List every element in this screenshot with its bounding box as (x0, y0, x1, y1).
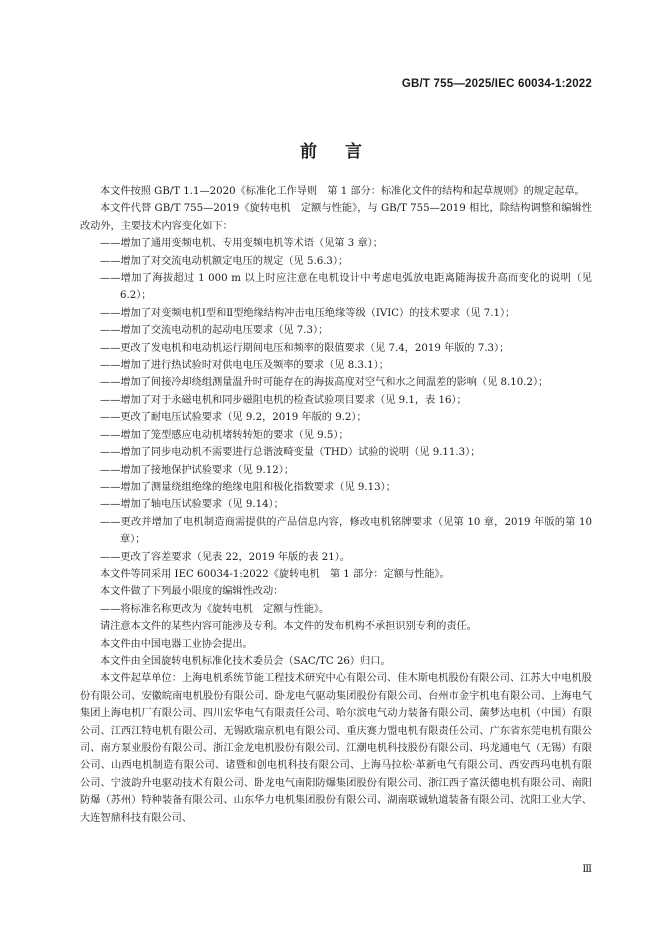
list-item: ——更改了发电机和电动机运行期间电压和频率的限值要求（见 7.4，2019 年版的 7.3）； (100, 342, 510, 354)
list-item: ——增加了交流电动机的起动电压要求（见 7.3）； (100, 325, 329, 337)
list-item: ——更改并增加了电机制造商需提供的产品信息内容，修改电机铭牌要求（见第 10 章，2019 年版的第 10 章）； (100, 516, 592, 546)
paragraph: 本文件代替 GB/T 755—2019《旋转电机 定额与性能》，与 GB/T 755—2019 相比，除结构调整和编辑性改动外，主要技术内容变化如下： (80, 203, 592, 232)
paragraph: 本文件起草单位：上海电机系统节能工程技术研究中心有限公司、佳木斯电机股份有限公司、江苏大中电机股份有限公司、安徽皖南电机股份有限公司、卧龙电气驱动集团股份有限公司、台州市金宇机电有限公司、上海电气集团上海电机厂有限公司、四川宏华电气有限责任公司、哈尔滨电气动力装备有限公司、菌梦达电机（中国）有限公司、江西江特电机有限公司、无锡欧瑞京机电有限公司、重庆赛力盟电机有限责任公司、广东省东莞电机有限公司、南方泵业股份有限公司、浙江金龙电机股份有限公司、江潮电机科技股份有限公司、玛龙通电气（无锡）有限公司、山西电机制造有限公司、诸暨和创电机科技有限公司、上海马拉松·革新电气有限公司、西安西玛电机有限公司、宁波韵升电驱动技术有限公司、卧龙电气南阳防爆集团股份有限公司、浙江西子富沃德电机有限公司、南阳防爆（苏州）特种装备有限公司、山东华力电机集团股份有限公司、湖南联诚轨道装备有限公司、沈阳工业大学、大连智鼎科技有限公司、 (80, 673, 592, 824)
list-item: ——增加了同步电动机不需要进行总谐波畸变量（THD）试验的说明（见 9.11.3）； (100, 447, 481, 459)
list-item: ——增加了海拔超过 1 000 m 以上时应注意在电机设计中考虑电弧放电距离随海拔升高而变化的说明（见 6.2）； (100, 273, 592, 302)
list-item: ——增加了通用变频电机、专用变频电机等术语（见第 3 章）； (100, 238, 383, 250)
paragraph: 本文件等同采用 IEC 60034-1:2022《旋转电机 第 1 部分：定额与性能》。 (100, 568, 450, 580)
list-item: ——增加了轴电压试验要求（见 9.14）； (100, 499, 284, 511)
paragraph: 本文件由中国电器工业协会提出。 (100, 638, 253, 650)
list-item: ——增加了进行热试验时对供电电压及频率的要求（见 8.3.1）； (100, 360, 389, 372)
paragraph: 本文件由全国旋转电机标准化技术委员会（SAC/TC 26）归口。 (100, 655, 391, 667)
paragraph: 本文件做了下列最小限度的编辑性改动： (100, 586, 284, 598)
paragraph: 请注意本文件的某些内容可能涉及专利。本文件的发布机构不承担识别专利的责任。 (100, 621, 477, 633)
paragraph: 本文件按照 GB/T 1.1—2020《标准化工作导则 第 1 部分：标准化文件的结构和起草规则》的规定起草。 (100, 186, 585, 197)
page-number: Ⅲ (582, 864, 592, 875)
list-item: ——增加了测量绕组绝缘的绝缘电阻和极化指数要求（见 9.13）； (100, 481, 396, 493)
document-body (80, 183, 592, 827)
standard-code-header: GB/T 755—2025/IEC 60034-1:2022 (401, 78, 592, 90)
page-title: 前言 (300, 142, 390, 162)
list-item: ——增加了间接冷却绕组测量温升时可能存在的海拔高度对空气和水之间温差的影响（见 8.10.2）； (100, 377, 549, 389)
list-item: ——增加了对交流电动机额定电压的规定（见 5.6.3）； (100, 255, 349, 267)
list-item: ——更改了容差要求（见表 22，2019 年版的表 21）。 (100, 551, 351, 563)
list-item: ——增加了对变频电机Ⅰ型和Ⅱ型绝缘结构冲击电压绝缘等级（IVIC）的技术要求（见 7.1）； (100, 307, 516, 319)
list-item: ——增加了对于永磁电机和同步磁阻电机的检查试验项目要求（见 9.1，表 16）； (100, 394, 467, 406)
list-item: ——增加了接地保护试验要求（见 9.12）； (100, 464, 295, 476)
list-item: ——增加了笼型感应电动机堵转转矩的要求（见 9.5）； (100, 429, 349, 441)
list-item: ——更改了耐电压试验要求（见 9.2，2019 年版的 9.2）； (100, 412, 367, 424)
list-item: ——将标准名称更改为《旋转电机 定额与性能》。 (100, 603, 330, 615)
